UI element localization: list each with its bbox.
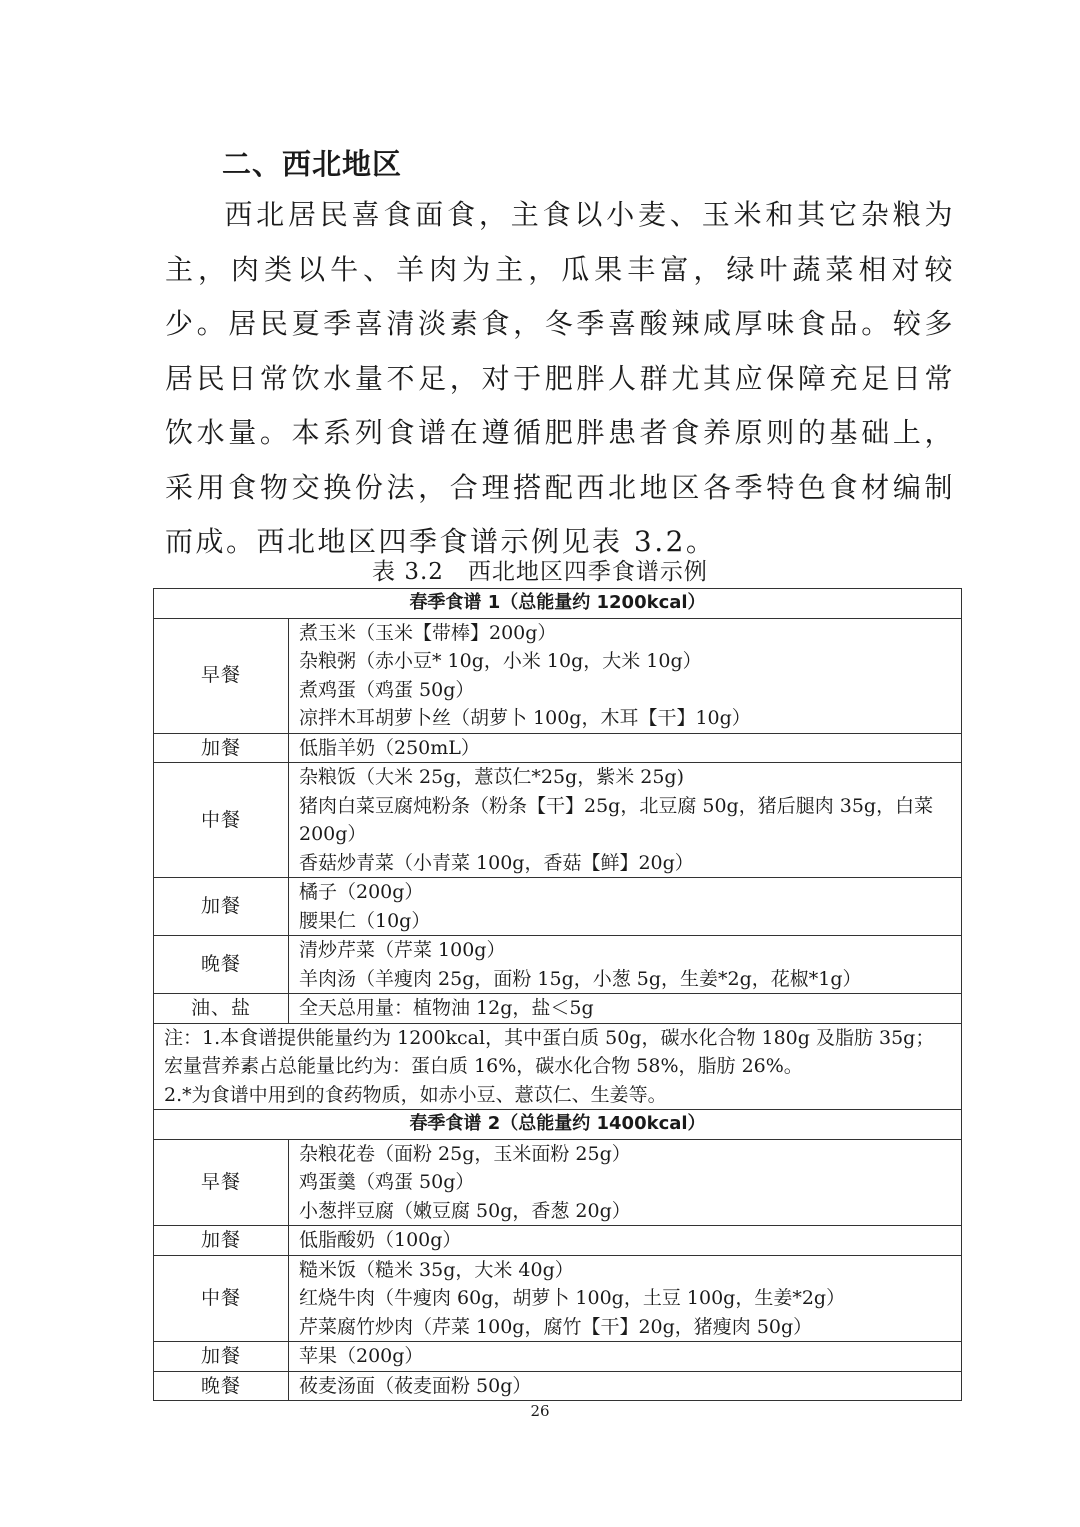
meal-items: [289, 763, 962, 878]
food-item: 清炒芹菜（芹菜 100g）: [299, 939, 506, 961]
food-item: 低脂羊奶（250mL）: [299, 736, 480, 759]
meal-items: [289, 618, 962, 733]
menu2-title-row: [154, 1110, 962, 1140]
food-item: 低脂酸奶（100g）: [299, 1229, 462, 1251]
food-item: 杂粮粥（赤小豆* 10g，小米 10g，大米 10g）: [299, 650, 702, 672]
page-number: 26: [530, 1402, 550, 1420]
meal-items: [289, 733, 962, 763]
food-item: 红烧牛肉（牛瘦肉 60g，胡萝卜 100g，土豆 100g，生姜*2g）: [299, 1287, 846, 1309]
meal-label: 晚餐: [154, 936, 289, 994]
meal-items: [289, 936, 962, 994]
note-line: 2.*为食谱中用到的食药物质，如赤小豆、薏苡仁、生姜等。: [164, 1083, 667, 1106]
table-row: [154, 936, 962, 994]
meal-items: [289, 1342, 962, 1372]
table-row: [154, 763, 962, 878]
section-heading: 二、西北地区: [222, 147, 403, 181]
menu2-title: 春季食谱 2（总能量约 1400kcal）: [154, 1110, 962, 1140]
table-row: [154, 618, 962, 733]
food-item: 腰果仁（10g）: [299, 909, 431, 932]
table-row: [154, 1342, 962, 1372]
food-item: 凉拌木耳胡萝卜丝（胡萝卜 100g，木耳【干】10g）: [299, 707, 751, 729]
table-row: [154, 1139, 962, 1226]
food-item: 橘子（200g）: [299, 881, 424, 903]
meal-label: 中餐: [154, 763, 289, 878]
food-item: 莜麦汤面（莜麦面粉 50g）: [299, 1374, 532, 1397]
meal-label: 加餐: [154, 878, 289, 936]
table-row: [154, 994, 962, 1024]
meal-label: 油、盐: [154, 994, 289, 1024]
table-row: [154, 733, 962, 763]
meal-label: 加餐: [154, 733, 289, 763]
meal-label: 早餐: [154, 1139, 289, 1226]
meal-items: [289, 878, 962, 936]
intro-paragraph-text: 西北居民喜食面食，主食以小麦、玉米和其它杂粮为主，肉类以牛、羊肉为主，瓜果丰富，绿叶蔬菜相对较少。居民夏季喜清淡素食，冬季喜酸辣咸厚味食品。较多居民日常饮水量不足，对于肥胖人群尤其应保障充足日常饮水量。本系列食谱在遵循肥胖患者食养原则的基础上，采用食物交换份法，合理搭配西北地区各季特色食材编制而成。西北地区四季食谱示例见表 3.2。: [165, 198, 955, 558]
food-item: 猪肉白菜豆腐炖粉条（粉条【干】25g，北豆腐 50g，猪后腿肉 35g，白菜 200g）: [299, 794, 934, 845]
food-item: 芹菜腐竹炒肉（芹菜 100g，腐竹【干】20g，猪瘦肉 50g）: [299, 1315, 813, 1338]
meal-items: [289, 1226, 962, 1256]
meal-items: [289, 994, 962, 1024]
food-item: 鸡蛋羹（鸡蛋 50g）: [299, 1171, 475, 1193]
food-item: 杂粮花卷（面粉 25g，玉米面粉 25g）: [299, 1142, 631, 1165]
food-item: 羊肉汤（羊瘦肉 25g，面粉 15g，小葱 5g，生姜*2g，花椒*1g）: [299, 967, 862, 990]
meal-label: 晚餐: [154, 1371, 289, 1401]
meal-label: 早餐: [154, 618, 289, 733]
menu1-title: 春季食谱 1（总能量约 1200kcal）: [154, 589, 962, 619]
food-item: 煮玉米（玉米【带棒】200g）: [299, 621, 557, 644]
meal-items: [289, 1139, 962, 1226]
food-item: 香菇炒青菜（小青菜 100g，香菇【鲜】20g）: [299, 851, 694, 874]
intro-paragraph: [165, 188, 955, 570]
meal-items: [289, 1371, 962, 1401]
menu1-notes-row: [154, 1023, 962, 1110]
food-item: 煮鸡蛋（鸡蛋 50g）: [299, 678, 475, 701]
table-row: [154, 1371, 962, 1401]
meal-label: 加餐: [154, 1226, 289, 1256]
menu1-notes: [154, 1023, 962, 1110]
note-line: 注：1.本食谱提供能量约为 1200kcal，其中蛋白质 50g，碳水化合物 180g 及脂肪 35g；宏量营养素占总能量比约为：蛋白质 16%，碳水化合物 58%，脂肪 26%。: [164, 1026, 935, 1077]
table-row: [154, 878, 962, 936]
food-item: 全天总用量：植物油 12g，盐＜5g: [299, 997, 594, 1019]
menu-table: [153, 588, 962, 1401]
meal-items: [289, 1255, 962, 1342]
meal-label: 中餐: [154, 1255, 289, 1342]
food-item: 苹果（200g）: [299, 1345, 424, 1367]
food-item: 杂粮饭（大米 25g，薏苡仁*25g，紫米 25g): [299, 766, 685, 788]
meal-label: 加餐: [154, 1342, 289, 1372]
table-row: [154, 1255, 962, 1342]
food-item: 小葱拌豆腐（嫩豆腐 50g，香葱 20g）: [299, 1199, 631, 1222]
table-row: [154, 1226, 962, 1256]
table-caption: 表 3.2 西北地区四季食谱示例: [372, 559, 708, 585]
food-item: 糙米饭（糙米 35g，大米 40g）: [299, 1258, 574, 1281]
menu1-title-row: [154, 589, 962, 619]
